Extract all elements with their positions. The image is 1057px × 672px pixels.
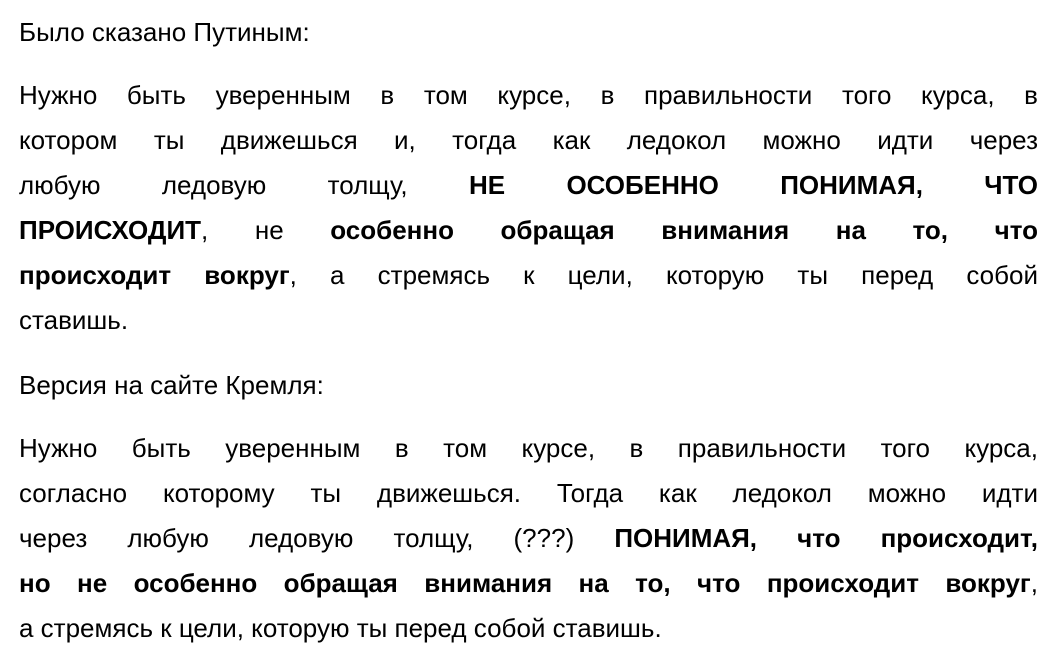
emphasized-text-segment: ПОНИМАЯ, что происходит, xyxy=(614,523,1038,553)
text-segment: Нужно быть уверенным в том курсе, в правильности того курса, xyxy=(19,433,1038,463)
text-line xyxy=(19,471,1038,516)
text-segment: , не xyxy=(201,215,331,245)
paragraph-kremlin-version xyxy=(19,426,1038,651)
emphasized-text-segment: особенно обращая внимания на то, что xyxy=(330,215,1038,245)
text-line xyxy=(19,426,1038,471)
text-segment: Нужно быть уверенным в том курсе, в правильности того курса, в xyxy=(19,80,1038,110)
text-line xyxy=(19,208,1038,253)
text-segment: а стремясь к цели, которую ты перед собой ставишь. xyxy=(19,613,662,643)
heading-kremlin-site-version: Версия на сайте Кремля: xyxy=(19,370,324,400)
text-segment: , xyxy=(1030,568,1038,598)
emphasized-text-segment: происходит вокруг xyxy=(19,260,290,290)
text-segment: , а стремясь к цели, которую ты перед собой xyxy=(289,260,1039,290)
text-line xyxy=(19,163,1038,208)
text-segment: согласно которому ты движешься. Тогда как ледокол можно идти xyxy=(19,478,1038,508)
emphasized-text-segment: НЕ ОСОБЕННО ПОНИМАЯ, ЧТО xyxy=(468,170,1039,200)
text-line xyxy=(19,298,1038,343)
text-line xyxy=(19,73,1038,118)
text-segment: через любую ледовую толщу, (???) xyxy=(19,523,615,553)
emphasized-text-segment: но не особенно обращая внимания на то, что происходит вокруг xyxy=(19,568,1031,598)
text-segment: ставишь. xyxy=(19,305,129,335)
emphasized-text-segment: ПРОИСХОДИТ xyxy=(19,215,202,245)
paragraph-spoken-version xyxy=(19,73,1038,343)
text-line xyxy=(19,516,1038,561)
text-line xyxy=(19,118,1038,163)
text-segment: котором ты движешься и, тогда как ледокол можно идти через xyxy=(19,125,1038,155)
text-line xyxy=(19,561,1038,606)
text-segment: любую ледовую толщу, xyxy=(19,170,469,200)
heading-said-by-putin: Было сказано Путиным: xyxy=(19,17,310,47)
text-line xyxy=(19,606,1038,651)
text-line xyxy=(19,253,1038,298)
